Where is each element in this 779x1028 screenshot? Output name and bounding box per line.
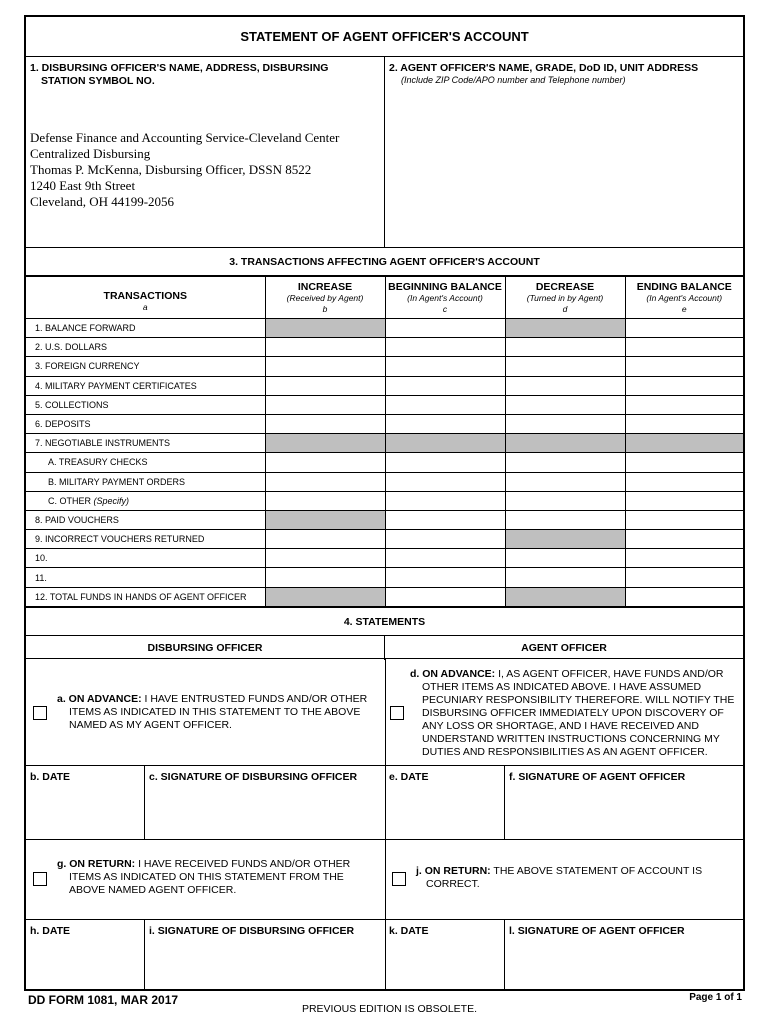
disbursing-officer-address	[30, 130, 339, 210]
column-header	[385, 277, 505, 319]
amount-cell[interactable]	[625, 530, 743, 549]
table-row	[26, 491, 743, 510]
table-row	[26, 549, 743, 568]
amount-cell[interactable]	[385, 376, 505, 395]
disbursing-officer-header: DISBURSING OFFICER	[26, 636, 385, 660]
address-line: Thomas P. McKenna, Disbursing Officer, DSSN 8522	[30, 162, 312, 177]
transaction-label-text: 10.	[35, 553, 48, 564]
divider	[26, 839, 743, 840]
form-container	[24, 15, 745, 991]
statement-d-text: ANY LOSS OR SHORTAGE, AND I HAVE RECEIVED AND	[422, 720, 699, 732]
address-line: Defense Finance and Accounting Service-Cleveland Center	[30, 130, 340, 145]
amount-cell[interactable]	[505, 472, 625, 491]
address-line: Cleveland, OH 44199-2056	[30, 194, 175, 209]
shaded-cell	[265, 510, 385, 529]
amount-cell[interactable]	[385, 568, 505, 587]
transaction-label-text: 8. PAID VOUCHERS	[35, 514, 119, 525]
statement-d	[410, 668, 734, 759]
transaction-label-text: 2. U.S. DOLLARS	[35, 342, 108, 353]
amount-cell[interactable]	[385, 453, 505, 472]
column-letter: d	[562, 303, 568, 314]
amount-cell[interactable]	[625, 395, 743, 414]
transaction-label-text: B. MILITARY PAYMENT ORDERS	[48, 476, 186, 487]
amount-cell[interactable]	[265, 376, 385, 395]
table-row	[26, 453, 743, 472]
transaction-label	[26, 568, 265, 587]
transaction-label	[26, 338, 265, 357]
transaction-label	[26, 395, 265, 414]
transaction-label-text: 6. DEPOSITS	[35, 419, 91, 430]
table-row	[26, 357, 743, 376]
column-title: TRANSACTIONS	[103, 290, 187, 302]
amount-cell[interactable]	[385, 338, 505, 357]
statement-a-text: ITEMS AS INDICATED IN THIS STATEMENT TO THE ABOVE	[69, 706, 361, 718]
amount-cell[interactable]	[385, 395, 505, 414]
amount-cell[interactable]	[505, 510, 625, 529]
table-row	[26, 414, 743, 433]
date-k-label: k. DATE	[389, 925, 429, 937]
statement-a-text: I HAVE ENTRUSTED FUNDS AND/OR OTHER	[141, 693, 368, 705]
signature-l-field[interactable]	[505, 939, 743, 991]
statement-a-title: a. ON ADVANCE:	[57, 693, 142, 705]
transaction-label	[26, 530, 265, 549]
transaction-label	[26, 510, 265, 529]
label-line: STATION SYMBOL NO.	[41, 75, 155, 87]
amount-cell[interactable]	[625, 453, 743, 472]
transaction-label	[26, 434, 265, 453]
amount-cell[interactable]	[625, 472, 743, 491]
transaction-label	[26, 414, 265, 433]
amount-cell[interactable]	[265, 453, 385, 472]
table-row	[26, 376, 743, 395]
address-line: Centralized Disbursing	[30, 146, 151, 161]
statement-j	[416, 865, 702, 891]
statement-d-text: PECUNIARY RESPONSIBILITY THEREFORE. WILL NOTIFY THE	[422, 694, 735, 706]
amount-cell[interactable]	[265, 338, 385, 357]
column-subtitle: (In Agent's Account)	[646, 292, 723, 303]
amount-cell[interactable]	[265, 568, 385, 587]
form-id: DD FORM 1081, MAR 2017	[28, 993, 179, 1007]
amount-cell[interactable]	[505, 376, 625, 395]
amount-cell[interactable]	[625, 568, 743, 587]
shaded-cell	[505, 434, 625, 453]
column-letter: a	[142, 302, 148, 312]
statement-d-title: d. ON ADVANCE:	[410, 668, 496, 680]
amount-cell[interactable]	[505, 338, 625, 357]
section-4-heading: 4. STATEMENTS	[26, 607, 743, 635]
statement-g-text: ABOVE NAMED AGENT OFFICER.	[69, 884, 237, 896]
amount-cell[interactable]	[625, 491, 743, 510]
transaction-label-text: 5. COLLECTIONS	[35, 399, 109, 410]
column-header	[26, 277, 265, 319]
table-row	[26, 568, 743, 587]
on-return-disbursing-checkbox[interactable]	[33, 872, 47, 886]
table-row	[26, 338, 743, 357]
column-letter: b	[322, 303, 328, 314]
column-header	[625, 277, 743, 319]
transaction-label-text: C. OTHER	[48, 495, 94, 506]
signature-f-field[interactable]	[505, 785, 743, 838]
transaction-label	[26, 357, 265, 376]
agent-officer-label: 2. AGENT OFFICER'S NAME, GRADE, DoD ID, UNIT ADDRESS	[389, 62, 699, 74]
date-b-label: b. DATE	[30, 771, 71, 783]
date-e-field[interactable]	[386, 785, 504, 838]
transaction-label-text: 9. INCORRECT VOUCHERS RETURNED	[35, 534, 205, 545]
amount-cell[interactable]	[505, 414, 625, 433]
amount-cell[interactable]	[625, 376, 743, 395]
amount-cell[interactable]	[385, 491, 505, 510]
date-k-field[interactable]	[386, 939, 504, 991]
signature-f-label: f. SIGNATURE OF AGENT OFFICER	[509, 771, 686, 783]
column-title: BEGINNING BALANCE	[388, 280, 502, 293]
signature-i-field[interactable]	[145, 939, 385, 991]
statement-d-text: OTHER ITEMS AS INDICATED ABOVE. I HAVE ASSUMED	[422, 681, 702, 693]
amount-cell[interactable]	[385, 472, 505, 491]
transactions-header-row	[26, 277, 743, 319]
statements-subheader	[26, 635, 743, 659]
shaded-cell	[505, 530, 625, 549]
form-title: STATEMENT OF AGENT OFFICER'S ACCOUNT	[26, 17, 743, 57]
date-h-field[interactable]	[26, 939, 144, 991]
transactions-table	[26, 276, 743, 607]
column-title: ENDING BALANCE	[636, 280, 732, 293]
amount-cell[interactable]	[505, 549, 625, 568]
signature-l-label: l. SIGNATURE OF AGENT OFFICER	[509, 925, 685, 937]
specify-hint: (Specify)	[93, 495, 130, 506]
column-subtitle: (Turned in by Agent)	[526, 292, 604, 303]
shaded-cell	[505, 319, 625, 338]
column-subtitle: (In Agent's Account)	[407, 292, 483, 303]
amount-cell[interactable]	[385, 319, 505, 338]
transaction-label-text: 11.	[35, 572, 47, 583]
amount-cell[interactable]	[265, 530, 385, 549]
statement-a	[57, 693, 367, 732]
column-title: INCREASE	[297, 280, 353, 293]
on-advance-disbursing-checkbox[interactable]	[33, 706, 47, 720]
amount-cell[interactable]	[625, 319, 743, 338]
amount-cell[interactable]	[265, 491, 385, 510]
table-row	[26, 510, 743, 529]
statement-g	[57, 858, 350, 897]
table-row	[26, 319, 743, 338]
table-row	[26, 395, 743, 414]
shaded-cell	[505, 587, 625, 606]
transaction-label	[26, 549, 265, 568]
label-line: 1. DISBURSING OFFICER'S NAME, ADDRESS, DISBURSING	[30, 62, 329, 74]
amount-cell[interactable]	[385, 530, 505, 549]
amount-cell[interactable]	[385, 357, 505, 376]
table-row	[26, 530, 743, 549]
signature-i-label: i. SIGNATURE OF DISBURSING OFFICER	[149, 925, 355, 937]
statement-d-text: UNDERSTAND WRITTEN INSTRUCTIONS CONCERNING MY	[422, 733, 720, 745]
divider	[26, 765, 743, 766]
statement-j-title: j. ON RETURN:	[416, 865, 491, 877]
transaction-label	[26, 453, 265, 472]
on-return-agent-checkbox[interactable]	[392, 872, 406, 886]
column-subtitle: (Received by Agent)	[286, 292, 364, 303]
amount-cell[interactable]	[505, 395, 625, 414]
amount-cell[interactable]	[385, 414, 505, 433]
column-letter: e	[681, 303, 687, 314]
signature-c-label: c. SIGNATURE OF DISBURSING OFFICER	[149, 771, 358, 783]
amount-cell[interactable]	[625, 357, 743, 376]
column-header	[265, 277, 385, 319]
amount-cell[interactable]	[265, 414, 385, 433]
amount-cell[interactable]	[505, 357, 625, 376]
agent-officer-box[interactable]	[385, 57, 743, 248]
statement-a-text: NAMED AS MY AGENT OFFICER.	[69, 719, 232, 731]
transaction-label	[26, 587, 265, 606]
table-row	[26, 587, 743, 606]
divider	[26, 919, 743, 920]
transaction-label-text: 1. BALANCE FORWARD	[35, 323, 136, 334]
transaction-label	[26, 319, 265, 338]
amount-cell[interactable]	[625, 414, 743, 433]
transaction-label-text: 7. NEGOTIABLE INSTRUMENTS	[35, 438, 171, 449]
statement-j-text: CORRECT.	[426, 878, 480, 890]
shaded-cell	[265, 319, 385, 338]
date-e-label: e. DATE	[389, 771, 429, 783]
section-1-2	[26, 57, 743, 248]
statement-d-body	[410, 681, 734, 759]
disbursing-officer-label	[30, 62, 328, 88]
table-row	[26, 434, 743, 453]
agent-officer-sublabel: (Include ZIP Code/APO number and Telephone number)	[401, 75, 626, 85]
statement-g-title: g. ON RETURN:	[57, 858, 136, 870]
on-advance-agent-checkbox[interactable]	[390, 706, 404, 720]
obsolete-notice: PREVIOUS EDITION IS OBSOLETE.	[301, 1003, 478, 1015]
statement-d-text: DUTIES AND RESPONSIBILITIES AS AN AGENT OFFICER.	[422, 746, 708, 758]
statement-g-text: I HAVE RECEIVED FUNDS AND/OR OTHER	[135, 858, 351, 870]
statement-d-text: I, AS AGENT OFFICER, HAVE FUNDS AND/OR	[495, 668, 724, 680]
amount-cell[interactable]	[265, 357, 385, 376]
amount-cell[interactable]	[505, 491, 625, 510]
shaded-cell	[625, 434, 743, 453]
amount-cell[interactable]	[505, 568, 625, 587]
table-row	[26, 472, 743, 491]
amount-cell[interactable]	[625, 549, 743, 568]
column-header	[505, 277, 625, 319]
disbursing-officer-box	[26, 57, 385, 248]
shaded-cell	[265, 587, 385, 606]
agent-officer-header: AGENT OFFICER	[521, 642, 607, 654]
column-title: DECREASE	[535, 280, 595, 293]
signature-c-field[interactable]	[145, 785, 385, 838]
column-letter: c	[442, 303, 448, 314]
transaction-label-text: 4. MILITARY PAYMENT CERTIFICATES	[35, 380, 197, 391]
date-b-field[interactable]	[26, 785, 144, 838]
transaction-label	[26, 376, 265, 395]
statement-d-text: DISBURSING OFFICER IMMEDIATELY UPON DISCOVERY OF	[422, 707, 724, 719]
statement-j-text: THE ABOVE STATEMENT OF ACCOUNT IS	[490, 865, 703, 877]
shaded-cell	[265, 434, 385, 453]
transaction-label-text: 3. FOREIGN CURRENCY	[35, 361, 140, 372]
amount-cell[interactable]	[625, 338, 743, 357]
address-line: 1240 East 9th Street	[30, 178, 136, 193]
page-number: Page 1 of 1	[689, 992, 742, 1003]
transaction-label	[26, 491, 265, 510]
transaction-label-text: 12. TOTAL FUNDS IN HANDS OF AGENT OFFICER	[35, 591, 247, 602]
amount-cell[interactable]	[625, 510, 743, 529]
shaded-cell	[385, 434, 505, 453]
amount-cell[interactable]	[265, 472, 385, 491]
amount-cell[interactable]	[385, 587, 505, 606]
date-h-label: h. DATE	[30, 925, 71, 937]
statement-g-text: ITEMS AS INDICATED ON THIS STATEMENT FROM THE	[69, 871, 344, 883]
amount-cell[interactable]	[625, 587, 743, 606]
section-3-heading: 3. TRANSACTIONS AFFECTING AGENT OFFICER'S ACCOUNT	[26, 248, 743, 276]
amount-cell[interactable]	[265, 549, 385, 568]
transaction-label	[26, 472, 265, 491]
amount-cell[interactable]	[385, 510, 505, 529]
amount-cell[interactable]	[505, 453, 625, 472]
amount-cell[interactable]	[265, 395, 385, 414]
amount-cell[interactable]	[385, 549, 505, 568]
transaction-label-text: A. TREASURY CHECKS	[48, 457, 148, 468]
